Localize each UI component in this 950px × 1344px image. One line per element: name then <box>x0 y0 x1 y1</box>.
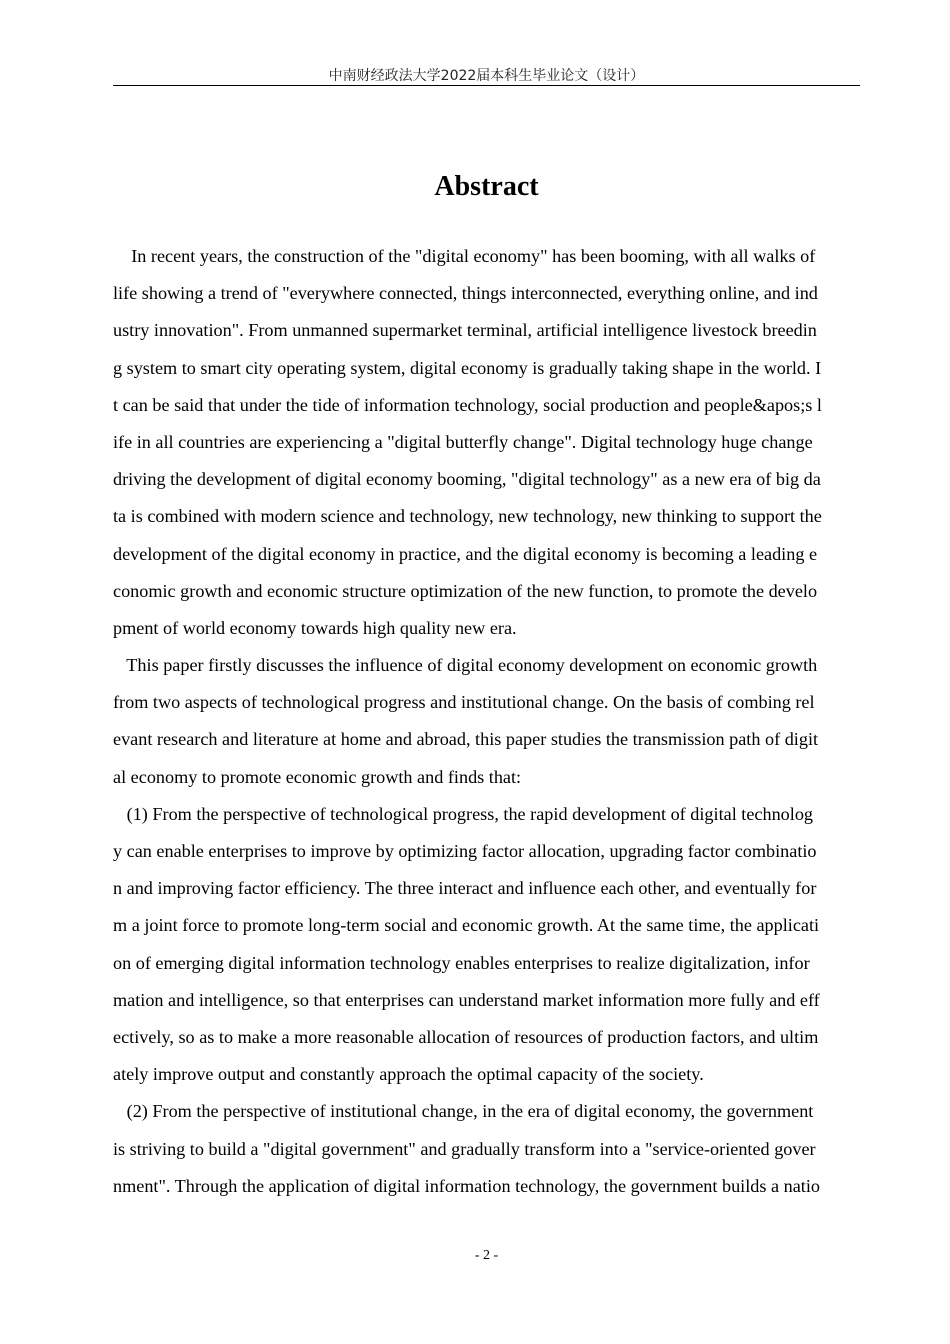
text-line: (2) From the perspective of institutional change, in the era of digital economy, the government <box>113 1101 814 1122</box>
text-line: This paper firstly discusses the influence of digital economy development on economic growth <box>113 655 818 676</box>
text-line: conomic growth and economic structure optimization of the new function, to promote the develo <box>113 580 818 601</box>
text-line: life showing a trend of "everywhere connected, things interconnected, everything online, and ind <box>113 283 818 304</box>
abstract-body <box>113 238 860 1205</box>
text-line: pment of world economy towards high quality new era. <box>113 617 517 638</box>
text-line: ta is combined with modern science and technology, new technology, new thinking to support the <box>113 506 822 527</box>
text-line: m a joint force to promote long-term social and economic growth. At the same time, the applicati <box>113 915 820 936</box>
text-line: In recent years, the construction of the "digital economy" has been booming, with all walks of <box>113 246 816 266</box>
text-line: y can enable enterprises to improve by optimizing factor allocation, upgrading factor combinatio <box>113 841 817 861</box>
header-divider <box>113 85 860 86</box>
text-line: (1) From the perspective of technological progress, the rapid development of digital technolog <box>113 803 814 824</box>
text-line: development of the digital economy in practice, and the digital economy is becoming a leading e <box>113 543 818 564</box>
text-line: ife in all countries are experiencing a "digital butterfly change". Digital technology huge change <box>113 431 813 452</box>
text-line: g system to smart city operating system, digital economy is gradually taking shape in the world. I <box>113 357 822 378</box>
running-header: 中南财经政法大学2022届本科生毕业论文（设计） <box>328 68 645 84</box>
text-line: n and improving factor efficiency. The three interact and influence each other, and eventually for <box>113 878 817 899</box>
page-number: - 2 - <box>474 1248 499 1263</box>
text-line: is striving to build a "digital government" and gradually transform into a "service-oriented gover <box>113 1138 816 1159</box>
text-line: ately improve output and constantly approach the optimal capacity of the society. <box>113 1064 704 1085</box>
text-line: t can be said that under the tide of information technology, social production and people&apos;s l <box>113 394 822 415</box>
text-line: ectively, so as to make a more reasonable allocation of resources of production factors, and ultim <box>113 1026 819 1047</box>
text-line: from two aspects of technological progress and institutional change. On the basis of combing rel <box>113 692 815 713</box>
text-line: mation and intelligence, so that enterprises can understand market information more fully and eff <box>113 989 820 1010</box>
text-line: evant research and literature at home and abroad, this paper studies the transmission path of digit <box>113 729 819 750</box>
text-line: driving the development of digital economy booming, "digital technology" as a new era of big da <box>113 469 821 490</box>
page-title: Abstract <box>434 171 539 202</box>
text-line: nment". Through the application of digital information technology, the government builds a natio <box>113 1175 820 1196</box>
text-line: ustry innovation". From unmanned supermarket terminal, artificial intelligence livestock breedin <box>113 320 817 341</box>
text-line: on of emerging digital information technology enables enterprises to realize digitalization, infor <box>113 952 810 973</box>
text-line: al economy to promote economic growth and finds that: <box>113 766 522 787</box>
